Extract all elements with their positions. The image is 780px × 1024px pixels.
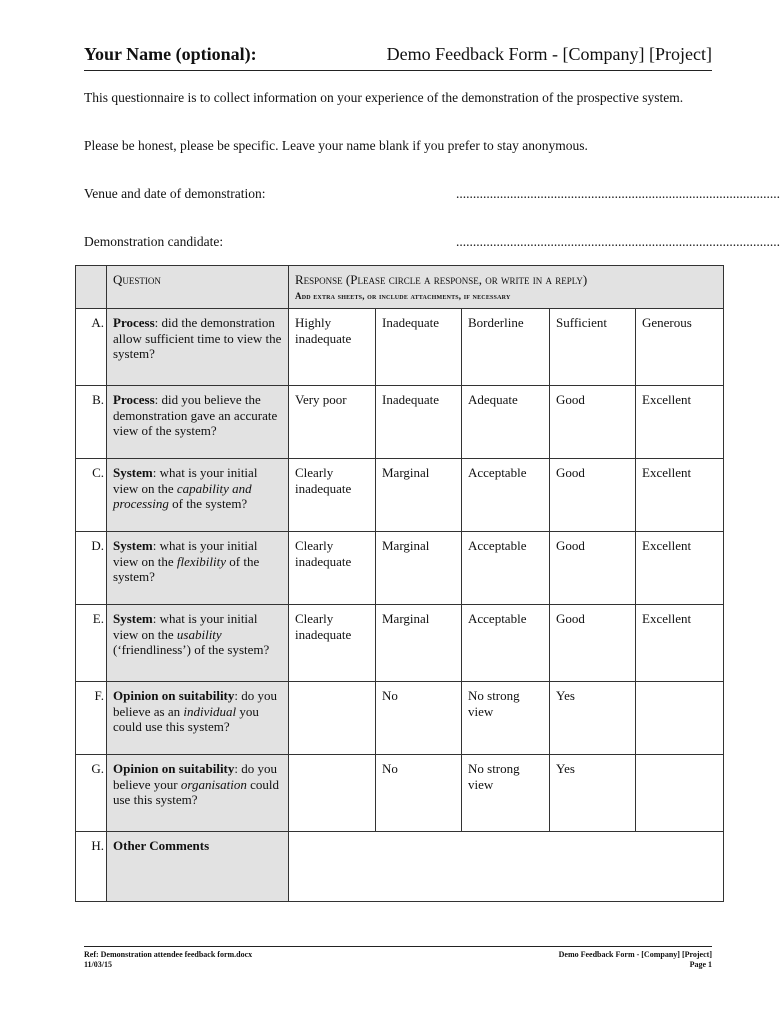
question-text: of the system?: [113, 553, 260, 584]
response-option: [636, 755, 724, 832]
table-row: [76, 459, 724, 532]
response-option: [636, 682, 724, 755]
question-cell: [107, 459, 289, 532]
response-option[interactable]: Acceptable: [462, 532, 550, 605]
response-option[interactable]: No: [376, 755, 462, 832]
response-option[interactable]: Good: [550, 532, 636, 605]
candidate-label: Demonstration candidate:: [84, 234, 224, 249]
response-option[interactable]: Clearly inadequate: [289, 459, 376, 532]
row-letter: A.: [76, 309, 107, 386]
footer-date: 11/03/15: [84, 960, 113, 969]
venue-field: [84, 186, 780, 204]
table-row: [76, 605, 724, 682]
row-letter: E.: [76, 605, 107, 682]
question-topic: Process: [113, 392, 155, 407]
question-text: : did the demonstration allow sufficient time to view the system?: [113, 315, 282, 361]
question-cell: [107, 605, 289, 682]
question-cell: [107, 832, 289, 902]
venue-fill-line[interactable]: ................................................................................................: [456, 186, 780, 201]
question-text: usability: [176, 626, 222, 642]
question-text: of the system?: [168, 496, 248, 511]
table-header-row: [76, 266, 724, 309]
intro-paragraph: This questionnaire is to collect information on your experience of the demonstration of the prospective system.: [84, 90, 684, 105]
response-option[interactable]: No strong view: [462, 755, 550, 832]
response-option[interactable]: No strong view: [462, 682, 550, 755]
question-topic: Process: [113, 315, 155, 330]
question-cell: [107, 755, 289, 832]
form-title: Demo Feedback Form - [Company] [Project]: [386, 44, 712, 64]
question-text: you could use this system?: [113, 703, 259, 734]
table-row: [76, 532, 724, 605]
response-option[interactable]: Clearly inadequate: [289, 532, 376, 605]
question-topic: Opinion on suitability: [113, 688, 235, 703]
row-letter: D.: [76, 532, 107, 605]
row-letter: C.: [76, 459, 107, 532]
row-letter: F.: [76, 682, 107, 755]
row-letter: B.: [76, 386, 107, 459]
footer-title: Demo Feedback Form - [Company] [Project]: [558, 950, 712, 959]
response-header-title: Response (Please circle a response, or write in a reply): [295, 272, 588, 287]
response-header-note: Add extra sheets, or include attachments, if necessary: [295, 290, 511, 301]
response-option[interactable]: Inadequate: [376, 309, 462, 386]
response-option[interactable]: Generous: [636, 309, 724, 386]
table-row: [76, 832, 724, 902]
question-topic: System: [113, 611, 153, 626]
response-option[interactable]: Adequate: [462, 386, 550, 459]
response-option[interactable]: Marginal: [376, 605, 462, 682]
name-label: Your Name (optional):: [84, 44, 257, 64]
question-cell: [107, 682, 289, 755]
response-option[interactable]: Excellent: [636, 386, 724, 459]
candidate-field: [84, 234, 780, 252]
response-option: [289, 755, 376, 832]
response-option[interactable]: Acceptable: [462, 605, 550, 682]
question-topic: System: [113, 465, 153, 480]
question-text: individual: [183, 703, 237, 719]
page-header: [84, 44, 712, 71]
question-cell: [107, 309, 289, 386]
response-option[interactable]: Borderline: [462, 309, 550, 386]
question-text: : did you believe the demonstration gave an accurate view of the system?: [113, 392, 278, 438]
question-text: could use this system?: [113, 776, 279, 807]
response-option[interactable]: Yes: [550, 682, 636, 755]
response-header: [289, 266, 724, 309]
table-row: [76, 386, 724, 459]
candidate-fill-line[interactable]: ................................................................................................: [456, 234, 780, 249]
question-text: capability and processing: [113, 480, 252, 511]
response-option[interactable]: Good: [550, 459, 636, 532]
response-option[interactable]: Excellent: [636, 459, 724, 532]
response-option[interactable]: Excellent: [636, 532, 724, 605]
table-row: [76, 309, 724, 386]
response-option[interactable]: Excellent: [636, 605, 724, 682]
question-topic: Other Comments: [113, 838, 210, 853]
table-row: [76, 755, 724, 832]
response-option[interactable]: Yes: [550, 755, 636, 832]
response-option[interactable]: Good: [550, 386, 636, 459]
footer-ref: Ref: Demonstration attendee feedback form.docx: [84, 950, 253, 959]
footer-page: Page 1: [689, 960, 712, 969]
question-text: organisation: [180, 776, 247, 792]
response-option[interactable]: Highly inadequate: [289, 309, 376, 386]
response-option[interactable]: Acceptable: [462, 459, 550, 532]
venue-label: Venue and date of demonstration:: [84, 186, 266, 201]
response-option[interactable]: Marginal: [376, 459, 462, 532]
question-text: : what is your initial view on the: [113, 611, 258, 642]
response-option[interactable]: Good: [550, 605, 636, 682]
response-option[interactable]: Very poor: [289, 386, 376, 459]
comments-box[interactable]: [289, 832, 724, 902]
question-text: : do you believe as an: [113, 688, 278, 719]
question-topic: Opinion on suitability: [113, 761, 235, 776]
question-text: flexibility: [176, 553, 226, 569]
question-header: Question: [107, 266, 289, 309]
response-option[interactable]: Sufficient: [550, 309, 636, 386]
header-letter-cell: [76, 266, 107, 309]
row-letter: G.: [76, 755, 107, 832]
question-text: : do you believe your: [113, 761, 278, 792]
response-option[interactable]: Inadequate: [376, 386, 462, 459]
question-cell: [107, 532, 289, 605]
table-row: [76, 682, 724, 755]
question-text: (‘friendliness’) of the system?: [113, 642, 270, 657]
response-option[interactable]: Clearly inadequate: [289, 605, 376, 682]
question-cell: [107, 386, 289, 459]
instructions-paragraph: Please be honest, please be specific. Leave your name blank if you prefer to stay anonymous.: [84, 138, 588, 153]
question-text: : what is your initial view on the: [113, 465, 258, 496]
row-letter: H.: [76, 832, 107, 902]
response-option[interactable]: Marginal: [376, 532, 462, 605]
footer-divider: [84, 946, 712, 947]
response-option: [289, 682, 376, 755]
question-topic: System: [113, 538, 153, 553]
question-text: : what is your initial view on the: [113, 538, 258, 569]
response-option[interactable]: No: [376, 682, 462, 755]
feedback-table: [75, 265, 724, 902]
